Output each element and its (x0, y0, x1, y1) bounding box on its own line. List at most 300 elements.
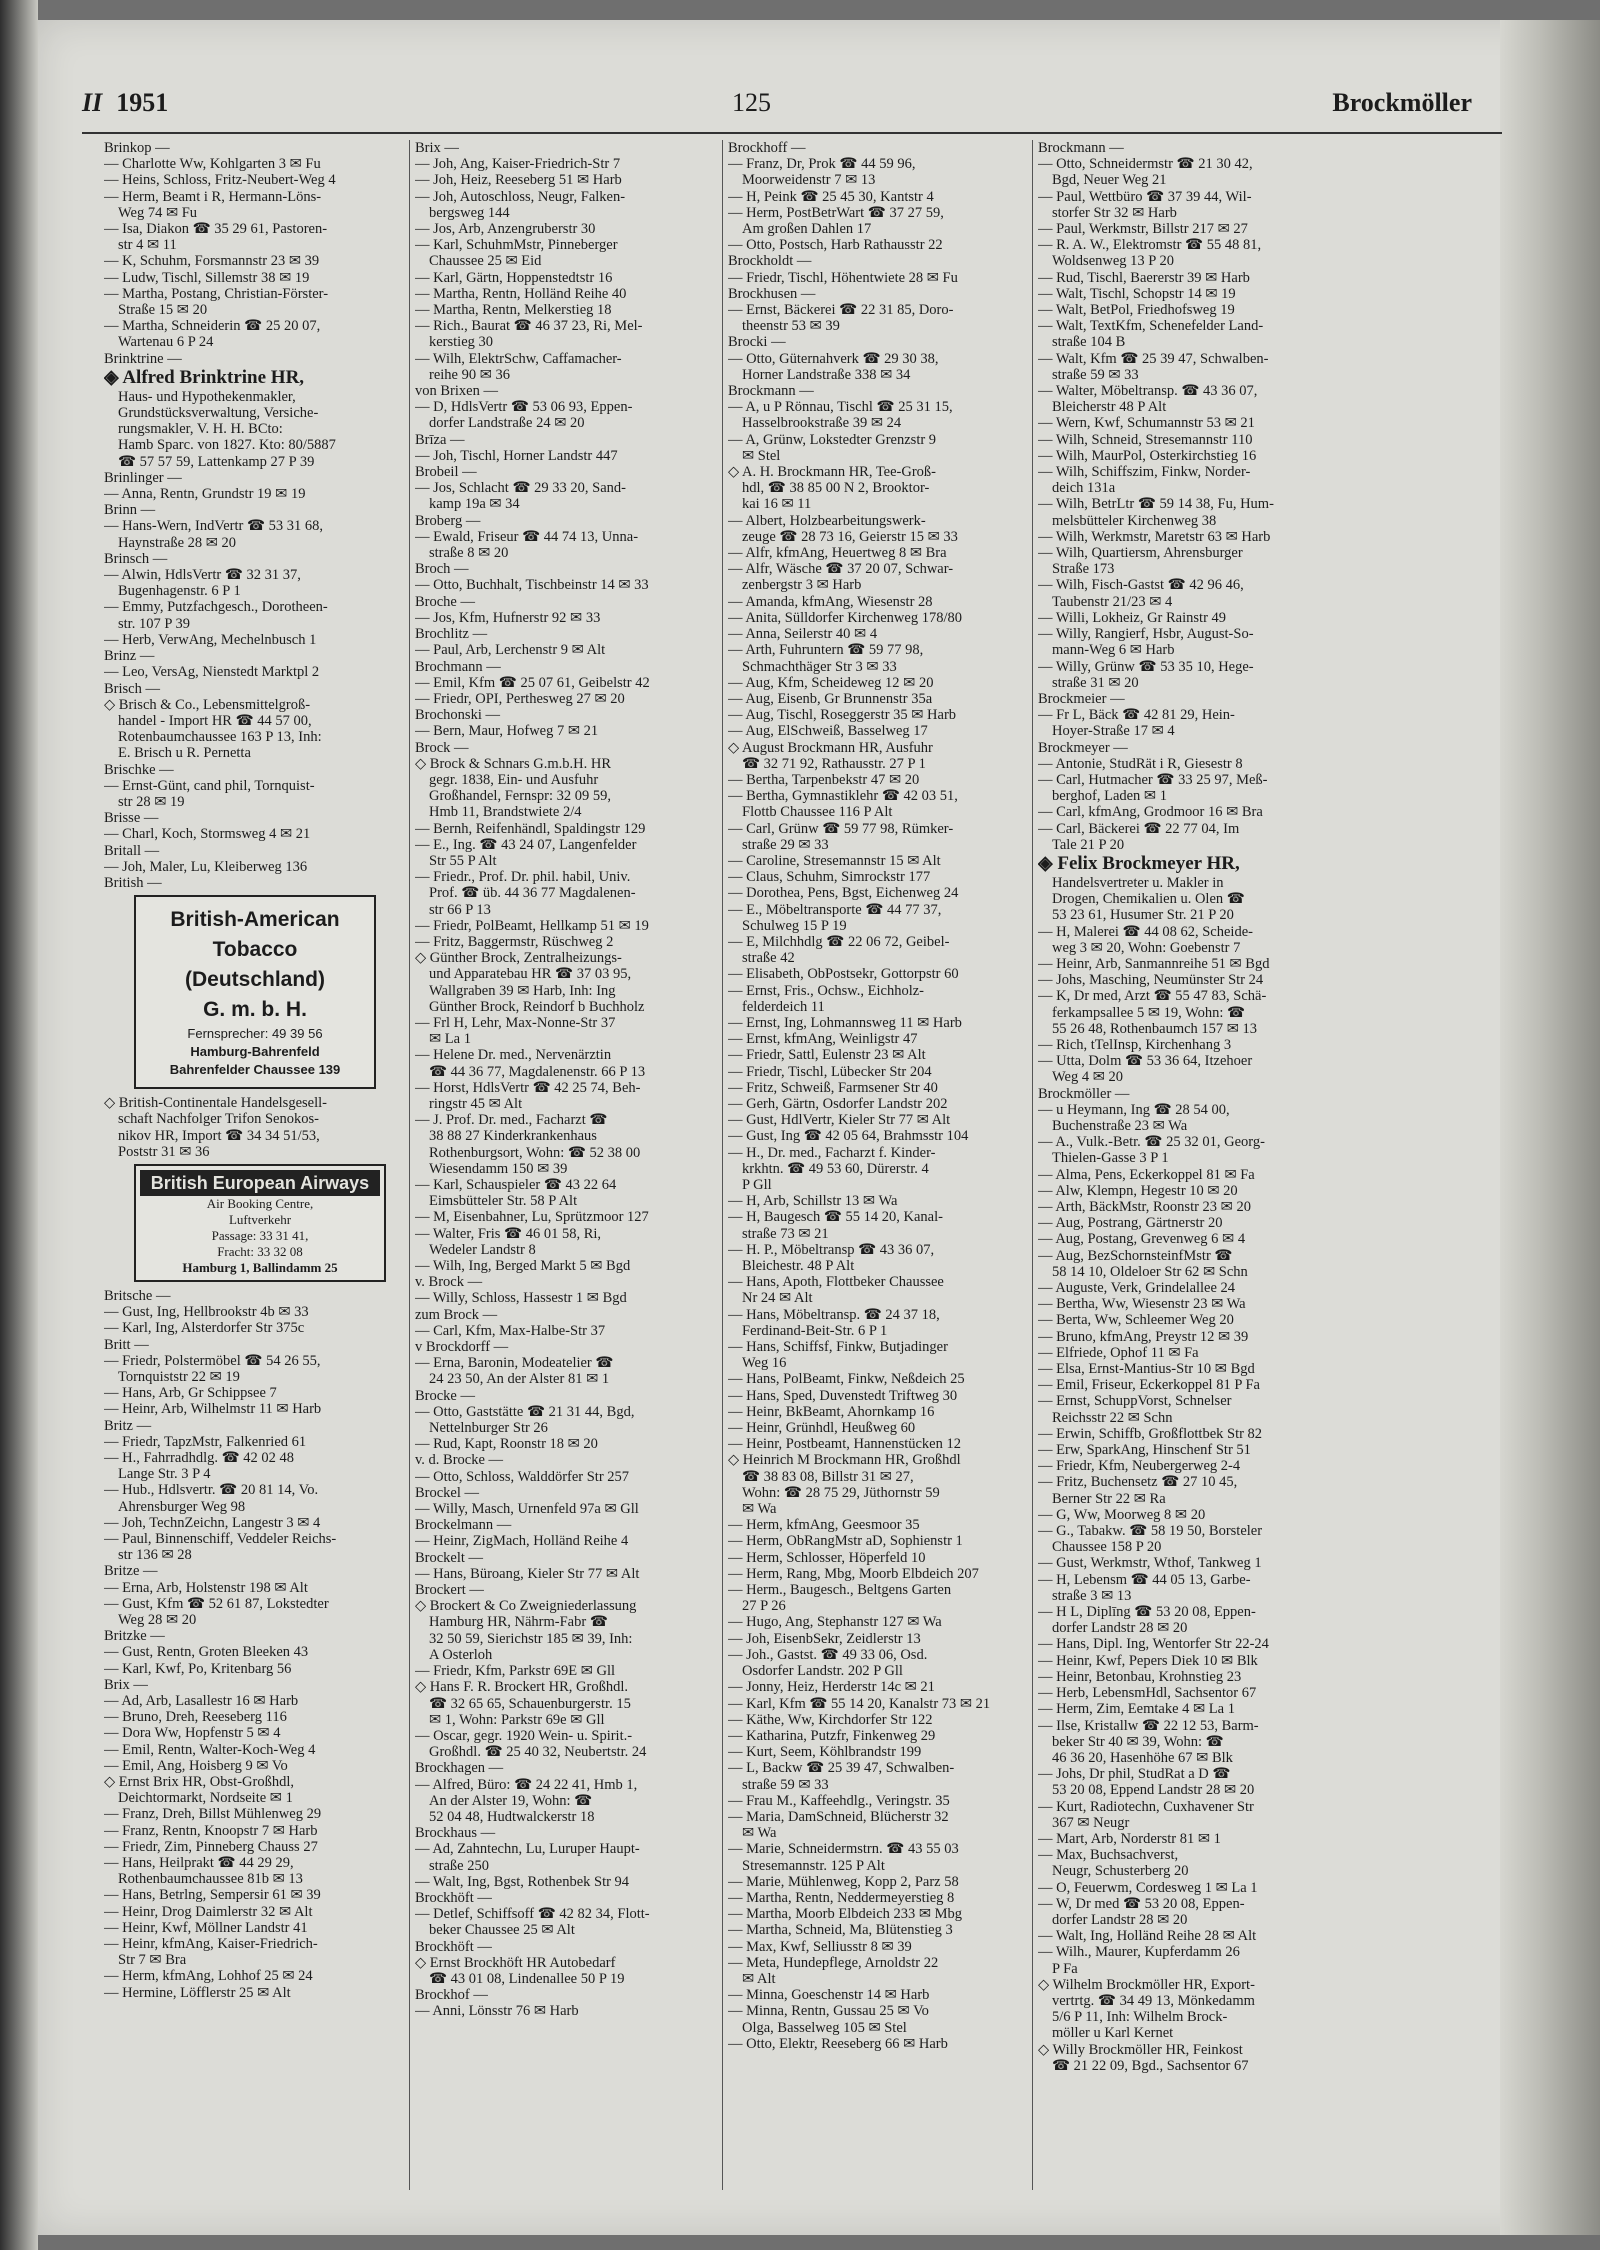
ad-line: Fracht: 33 32 08 (217, 1243, 303, 1259)
directory-entry: — Alfr, kfmAng, Heuertweg 8 ✉ Bra (728, 545, 947, 562)
directory-entry: Str 55 P Alt (429, 852, 497, 869)
surname-heading: Brisse — (104, 810, 159, 827)
directory-entry: Wallgraben 39 ✉ Harb, Inh: Ing (429, 982, 616, 999)
column-2 (415, 140, 715, 2020)
directory-entry: — Anna, Seilerstr 40 ✉ 4 (728, 626, 878, 643)
directory-entry: — Otto, Schloss, Walddörfer Str 257 (415, 1468, 630, 1485)
directory-entry: str 4 ✉ 11 (118, 237, 177, 254)
directory-entry: Hoyer-Straße 17 ✉ 4 (1052, 723, 1175, 740)
directory-entry: — Gust, Werkmstr, Wthof, Tankweg 1 (1038, 1555, 1262, 1572)
directory-entry: — H. P., Möbeltransp ☎ 43 36 07, (728, 1241, 935, 1258)
directory-entry: Str 7 ✉ Bra (118, 1952, 187, 1969)
directory-entry: 27 P 26 (742, 1598, 786, 1615)
directory-entry: — Heinr, Drog Daimlerstr 32 ✉ Alt (104, 1903, 313, 1920)
directory-entry: — Amanda, kfmAng, Wiesenstr 28 (728, 593, 933, 610)
directory-entry: — Aug, BezSchornsteinfMstr ☎ (1038, 1247, 1233, 1264)
directory-entry: ◇ Wilhelm Brockmöller HR, Export- (1038, 1976, 1255, 1993)
directory-entry: — Max, Kwf, Selliusstr 8 ✉ 39 (728, 1938, 912, 1955)
directory-entry: P Fa (1052, 1960, 1078, 1977)
directory-entry: — Hans, Dipl. Ing, Wentorfer Str 22-24 (1038, 1636, 1269, 1653)
directory-entry: — Hans, Betrlng, Sempersir 61 ✉ 39 (104, 1887, 321, 1904)
directory-entry: — Herm, kfmAng, Geesmoor 35 (728, 1517, 920, 1534)
directory-entry: — Auguste, Verk, Grindelallee 24 (1038, 1280, 1236, 1297)
directory-entry: 58 14 10, Oldeloer Str 62 ✉ Schn (1052, 1263, 1248, 1280)
directory-entry: — Willy, Rangierf, Hsbr, August-So- (1038, 626, 1254, 643)
directory-entry: Schmachthäger Str 3 ✉ 33 (742, 658, 897, 675)
directory-entry: — Charlotte Ww, Kohlgarten 3 ✉ Fu (104, 156, 321, 173)
directory-entry: — Hans-Wern, IndVertr ☎ 53 31 68, (104, 518, 324, 535)
directory-entry: Nr 24 ✉ Alt (742, 1290, 813, 1307)
directory-entry: — Hans, Arb, Gr Schippsee 7 (104, 1385, 277, 1402)
directory-entry: Rothenbaumchaussee 81b ✉ 13 (118, 1871, 303, 1888)
directory-entry: beker Str 40 ✉ 39, Wohn: ☎ (1052, 1733, 1224, 1750)
directory-entry: ◇ Brockert & Co Zweigniederlassung (415, 1598, 637, 1615)
directory-entry: — Dorothea, Pens, Bgst, Eichenweg 24 (728, 885, 959, 902)
directory-entry: — E., Ing. ☎ 43 24 07, Langenfelder (415, 836, 637, 853)
directory-entry: — Herm, PostBetrWart ☎ 37 27 59, (728, 204, 944, 221)
directory-entry: An der Alster 19, Wohn: ☎ (429, 1792, 593, 1809)
surname-heading: Brockhoff — (728, 140, 806, 156)
directory-entry: — M, Eisenbahner, Lu, Sprützmoor 127 (415, 1209, 649, 1226)
directory-entry: Günther Brock, Reindorf b Buchholz (429, 998, 645, 1015)
directory-entry: 24 23 50, An der Alster 81 ✉ 1 (429, 1371, 610, 1388)
directory-entry: — Berta, Ww, Schleemer Weg 20 (1038, 1312, 1234, 1329)
directory-entry: straße 104 B (1052, 334, 1126, 351)
directory-entry: — Karl, Gärtn, Hoppenstedtstr 16 (415, 269, 613, 286)
column-divider (1032, 140, 1033, 2190)
directory-entry: — Herm, Schlosser, Höperfeld 10 (728, 1549, 926, 1566)
directory-entry: — Karl, Schauspieler ☎ 43 22 64 (415, 1177, 617, 1193)
surname-heading: Brockholdt — (728, 253, 812, 270)
directory-entry: — Aug, Postrang, Gärtnerstr 20 (1038, 1215, 1223, 1232)
directory-entry: — Wilh, Quartiersm, Ahrensburger (1038, 545, 1243, 562)
directory-entry: Tornquiststr 22 ✉ 19 (118, 1368, 240, 1385)
directory-entry: Flottb Chaussee 116 P Alt (742, 804, 893, 821)
directory-entry: — Paul, Wettbüro ☎ 37 39 44, Wil- (1038, 188, 1252, 205)
directory-entry: — Wilh, ElektrSchw, Caffamacher- (415, 350, 622, 367)
surname-heading: Brix — (104, 1676, 148, 1693)
directory-entry: — Fritz, Buchensetz ☎ 27 10 45, (1038, 1474, 1238, 1491)
ad-british-european-airways (134, 1164, 386, 1282)
book-spine (0, 0, 38, 2250)
directory-entry: — Ad, Zahntechn, Lu, Luruper Haupt- (415, 1841, 640, 1858)
directory-entry: — Carl, kfmAng, Grodmoor 16 ✉ Bra (1038, 804, 1263, 821)
column-1-entries-b (104, 1095, 404, 1160)
directory-entry: vertrtg. ☎ 34 49 13, Mönkedamm (1052, 1992, 1255, 2009)
directory-entry: — Albert, Holzbearbeitungswerk- (728, 512, 926, 529)
directory-entry: — Wilh, Schneid, Stresemannstr 110 (1038, 431, 1253, 448)
directory-entry: — Bruno, Dreh, Reeseberg 116 (104, 1709, 287, 1726)
directory-entry: — Dora Ww, Hopfenstr 5 ✉ 4 (104, 1725, 281, 1742)
surname-heading: Brockmann — (728, 383, 814, 400)
directory-entry: deich 131a (1052, 480, 1116, 497)
directory-entry: — Ernst, Ing, Lohmannsweg 11 ✉ Harb (728, 1014, 962, 1031)
surname-heading: Britz — (104, 1417, 152, 1434)
ad-line: Luftverkehr (228, 1211, 292, 1227)
surname-heading: British — (104, 874, 162, 891)
directory-entry: kerstieg 30 (429, 334, 494, 351)
directory-entry: Thielen-Gasse 3 P 1 (1052, 1150, 1169, 1167)
directory-entry: — Martha, Moorb Elbdeich 233 ✉ Mbg (728, 1906, 963, 1923)
surname-heading: Brobeil — (415, 464, 477, 481)
directory-entry: ☎ 44 36 77, Magdalenenstr. 66 P 13 (429, 1063, 646, 1080)
directory-entry: — Martha, Rentn, Neddermeyerstieg 8 (728, 1889, 955, 1906)
directory-entry: ◇ Hans F. R. Brockert HR, Großhdl. (415, 1679, 628, 1696)
directory-entry: Am großen Dahlen 17 (742, 221, 872, 238)
page-number: 125 (732, 88, 771, 117)
surname-heading: Broch — (415, 561, 469, 578)
column-4 (1038, 140, 1338, 2074)
directory-entry: — Wern, Kwf, Schumannstr 53 ✉ 21 (1038, 415, 1255, 432)
directory-entry: Buchenstraße 23 ✉ Wa (1052, 1117, 1188, 1134)
directory-entry: — Walt, Tischl, Schopstr 14 ✉ 19 (1038, 285, 1236, 302)
directory-entry: — Carl, Bäckerei ☎ 22 77 04, Im (1038, 820, 1240, 837)
directory-entry: — Elisabeth, ObPostsekr, Gottorpstr 60 (728, 966, 959, 983)
directory-entry: — H, Baugesch ☎ 55 14 20, Kanal- (728, 1209, 943, 1226)
directory-entry: — Walt, Kfm ☎ 25 39 47, Schwalben- (1038, 350, 1269, 367)
directory-entry: — Willi, Lokheiz, Gr Rainstr 49 (1038, 609, 1227, 626)
directory-entry: — Charl, Koch, Stormsweg 4 ✉ 21 (104, 826, 311, 843)
directory-entry: Neugr, Schusterberg 20 (1052, 1863, 1189, 1880)
directory-entry: Wedeler Landstr 8 (429, 1241, 536, 1258)
directory-entry: — Heins, Schloss, Fritz-Neubert-Weg 4 (104, 172, 336, 189)
directory-entry: — K, Dr med, Arzt ☎ 55 47 83, Schä- (1038, 988, 1267, 1005)
directory-entry: — Hans, Apoth, Flottbeker Chaussee (728, 1274, 944, 1291)
directory-entry: — Otto, Postsch, Harb Rathausstr 22 (728, 237, 943, 254)
directory-entry: — Karl, Ing, Alsterdorfer Str 375c (104, 1320, 305, 1337)
directory-entry: — Herb, LebensmHdl, Sachsentor 67 (1038, 1685, 1257, 1702)
directory-entry: — Bern, Maur, Hofweg 7 ✉ 21 (415, 723, 599, 740)
surname-heading: Brockmeyer — (1038, 739, 1128, 756)
directory-entry: ringstr 45 ✉ Alt (429, 1095, 523, 1112)
directory-entry: straße 31 ✉ 20 (1052, 674, 1139, 691)
directory-entry: — Gust, Rentn, Groten Bleeken 43 (104, 1644, 309, 1661)
directory-entry: — Friedr, Sattl, Eulenstr 23 ✉ Alt (728, 1047, 926, 1064)
directory-entry: — Aug, ElSchweiß, Basselweg 17 (728, 723, 928, 740)
directory-entry: — Heinr, Arb, Wilhelmstr 11 ✉ Harb (104, 1401, 322, 1418)
directory-entry: Weg 4 ✉ 20 (1052, 1069, 1123, 1086)
directory-entry: — Erna, Baronin, Modeatelier ☎ (415, 1355, 614, 1372)
ad-line: Air Booking Centre, (206, 1195, 314, 1211)
directory-entry: 5/6 P 11, Inh: Wilhelm Brock- (1052, 2009, 1228, 2026)
surname-heading: Brockmöller — (1038, 1085, 1130, 1102)
directory-entry: Bleicherstr 48 P Alt (1052, 399, 1167, 416)
surname-heading: Brockelmann — (415, 1517, 512, 1534)
directory-entry: krkhtn. ☎ 49 53 60, Dürerstr. 4 (742, 1160, 929, 1177)
ad-line: Tobacco (Deutschland) (184, 938, 325, 992)
directory-entry: Drogen, Chemikalien u. Olen ☎ (1052, 891, 1245, 908)
directory-entry: Taubenstr 21/23 ✉ 4 (1052, 593, 1173, 610)
directory-entry: Ferdinand-Beit-Str. 6 P 1 (742, 1322, 888, 1339)
directory-entry: — Antonie, StudRät i R, Giesestr 8 (1038, 755, 1243, 772)
directory-entry: — Marie, Mühlenweg, Kopp 2, Parz 58 (728, 1873, 959, 1890)
directory-entry: — Martha, Rentn, Holländ Reihe 40 (415, 285, 627, 302)
directory-entry: — Heinr, Grünhdl, Heußweg 60 (728, 1420, 916, 1437)
surname-heading: Brockhof — (415, 1987, 488, 2004)
directory-entry: — Hans, PolBeamt, Finkw, Neßdeich 25 (728, 1371, 965, 1388)
directory-entry: — Friedr, Zim, Pinneberg Chauss 27 (104, 1838, 318, 1855)
directory-entry: — Anni, Lönsstr 76 ✉ Harb (415, 2003, 579, 2020)
directory-entry: — Karl, Kwf, Po, Kritenbarg 56 (104, 1660, 292, 1677)
ad-city: Hamburg-Bahrenfeld (190, 1044, 320, 1060)
surname-heading: Brinktrine — (104, 350, 182, 367)
directory-entry: — H., Fahrradhdlg. ☎ 42 02 48 (104, 1449, 295, 1466)
directory-entry: straße 73 ✉ 21 (742, 1225, 829, 1242)
surname-heading: Brīza — (415, 431, 465, 448)
directory-entry: — Arth, Fuhruntern ☎ 59 77 98, (728, 642, 924, 659)
directory-entry: — Heinr, Kwf, Pepers Diek 10 ✉ Blk (1038, 1652, 1258, 1669)
directory-entry: — Otto, Elektr, Reeseberg 66 ✉ Harb (728, 2035, 948, 2052)
directory-entry: Deichtormarkt, Nordseite ✉ 1 (118, 1790, 293, 1807)
directory-entry: — Walt, Ing, Bgst, Rothenbek Str 94 (415, 1873, 630, 1890)
directory-entry: — Frau M., Kaffeehdlg., Veringstr. 35 (728, 1792, 950, 1809)
directory-entry: — E, Milchhdlg ☎ 22 06 72, Geibel- (728, 933, 950, 950)
directory-entry: straße 3 ✉ 13 (1052, 1587, 1132, 1604)
directory-entry: — Herm., Baugesch., Beltgens Garten (728, 1582, 952, 1599)
directory-entry: möller u Karl Kernet (1052, 2025, 1174, 2042)
directory-entry: — Bernh, Reifenhändl, Spaldingstr 129 (415, 820, 646, 837)
directory-entry: Chaussee 25 ✉ Eid (429, 253, 542, 270)
directory-entry: — Joh, Heiz, Reeseberg 51 ✉ Harb (415, 172, 622, 189)
directory-entry: — Walt, Ing, Holländ Reihe 28 ✉ Alt (1038, 1928, 1257, 1945)
column-1 (104, 140, 404, 2001)
directory-entry: — Hugo, Ang, Stephanstr 127 ✉ Wa (728, 1614, 942, 1631)
surname-heading: Britall — (104, 842, 160, 859)
directory-entry: Moorweidenstr 7 ✉ 13 (742, 172, 876, 189)
directory-entry: beker Chaussee 25 ✉ Alt (429, 1922, 575, 1939)
directory-entry: Hamb Sparc. von 1827. Kto: 80/5887 (118, 437, 336, 454)
directory-entry: — Alma, Pens, Eckerkoppel 81 ✉ Fa (1038, 1166, 1255, 1183)
directory-entry: ◇ Willy Brockmöller HR, Feinkost (1038, 2041, 1243, 2058)
directory-entry: — Joh., Gastst. ☎ 49 33 06, Osd. (728, 1646, 928, 1663)
directory-entry: — Otto, Gaststätte ☎ 21 31 44, Bgd, (415, 1403, 635, 1420)
directory-entry: nikov HR, Import ☎ 34 34 51/53, (118, 1127, 320, 1144)
surname-heading: Brinkop — (104, 140, 170, 156)
directory-entry: — Marie, Schneidermstrn. ☎ 43 55 03 (728, 1841, 959, 1858)
directory-entry: ☎ 32 71 92, Rathausstr. 27 P 1 (742, 755, 926, 772)
directory-entry: — Minna, Rentn, Gussau 25 ✉ Vo (728, 2003, 929, 2020)
directory-entry: ◇ August Brockmann HR, Ausfuhr (728, 739, 933, 756)
directory-entry: — Katharina, Putzfr, Finkenweg 29 (728, 1727, 936, 1744)
directory-entry: — O, Feuerwm, Cordesweg 1 ✉ La 1 (1038, 1879, 1258, 1896)
surname-heading: Brock — (415, 739, 469, 756)
directory-entry: Handelsvertreter u. Makler in (1052, 874, 1224, 891)
directory-entry: — W, Dr med ☎ 53 20 08, Eppen- (1038, 1895, 1245, 1912)
directory-entry: — Aug, Tischl, Roseggerstr 35 ✉ Harb (728, 707, 957, 724)
surname-heading: Brocki — (728, 334, 786, 351)
directory-entry: Hasselbrookstraße 39 ✉ 24 (742, 415, 902, 432)
directory-entry: — Joh, Maler, Lu, Kleiberweg 136 (104, 858, 308, 875)
ad-phone: Fernsprecher: 49 39 56 (187, 1026, 323, 1042)
surname-heading: v. Brock — (415, 1274, 483, 1291)
directory-entry: Weg 16 (742, 1355, 787, 1372)
directory-entry: — Heinr, ZigMach, Holländ Reihe 4 (415, 1533, 629, 1550)
directory-entry: — D, HdlsVertr ☎ 53 06 93, Eppen- (415, 399, 633, 416)
directory-entry: — Fritz, Baggermstr, Rüschweg 2 (415, 933, 614, 950)
surname-heading: Brockert — (415, 1582, 484, 1599)
directory-entry: — Hermine, Löfflerstr 25 ✉ Alt (104, 1984, 291, 2001)
surname-heading: Brockmeier — (1038, 690, 1125, 707)
directory-entry: — Ernst, kfmAng, Weinligstr 47 (728, 1031, 918, 1048)
directory-entry: — Claus, Schuhm, Simrockstr 177 (728, 869, 931, 886)
ad-british-american-tobacco (134, 895, 376, 1089)
directory-entry: str 66 P 13 (429, 901, 491, 918)
directory-entry: — H, Malerei ☎ 44 08 62, Scheide- (1038, 923, 1253, 940)
surname-heading: Brinlinger — (104, 469, 182, 486)
directory-entry: — Carl, Hutmacher ☎ 33 25 97, Meß- (1038, 771, 1268, 788)
directory-entry: ✉ Wa (742, 1825, 777, 1842)
directory-entry: hdl, ☎ 38 85 00 N 2, Brooktor- (742, 480, 930, 497)
directory-entry: — Anita, Sülldorfer Kirchenweg 178/80 (728, 609, 962, 626)
directory-entry: — Detlef, Schiffsoff ☎ 42 82 34, Flott- (415, 1906, 650, 1923)
directory-entry: Bugenhagenstr. 6 P 1 (118, 583, 241, 600)
directory-entry: Rotenbaumchaussee 163 P 13, Inh: (118, 729, 322, 746)
directory-entry: — Alfr, Wäsche ☎ 37 20 07, Schwar- (728, 561, 954, 578)
directory-entry: — E., Möbeltransporte ☎ 44 77 37, (728, 901, 942, 918)
surname-heading: Brinn — (104, 502, 156, 519)
directory-entry: — Ewald, Friseur ☎ 44 74 13, Unna- (415, 528, 639, 545)
directory-entry: — Rich., Baurat ☎ 46 37 23, Ri, Mel- (415, 318, 643, 335)
directory-entry: — Gust, Kfm ☎ 52 61 87, Lokstedter (104, 1595, 329, 1612)
directory-entry: — Bertha, Ww, Wiesenstr 23 ✉ Wa (1038, 1296, 1246, 1313)
directory-entry: — Caroline, Stresemannstr 15 ✉ Alt (728, 852, 941, 869)
directory-entry: — Herm, Rang, Mbg, Moorb Elbdeich 207 (728, 1565, 979, 1582)
directory-entry: — Herm, ObRangMstr aD, Sophienstr 1 (728, 1533, 963, 1550)
directory-entry: — J. Prof. Dr. med., Facharzt ☎ (415, 1112, 608, 1129)
directory-entry: ☎ 57 57 59, Lattenkamp 27 P 39 (118, 453, 315, 470)
directory-entry: Großhdl. ☎ 25 40 32, Neubertstr. 24 (429, 1744, 647, 1761)
surname-heading: Brockhagen — (415, 1760, 504, 1777)
directory-entry: — Leo, VersAg, Nienstedt Marktpl 2 (104, 664, 320, 681)
directory-entry: — Martha, Postang, Christian-Förster- (104, 285, 329, 302)
directory-entry: ☎ 38 83 08, Billstr 31 ✉ 27, (742, 1468, 914, 1485)
directory-entry: und Apparatebau HR ☎ 37 03 95, (429, 966, 632, 983)
directory-entry: dorfer Landstr 28 ✉ 20 (1052, 1620, 1188, 1637)
directory-entry: ☎ 21 22 09, Bgd., Sachsentor 67 (1052, 2057, 1249, 2074)
directory-entry: — Wilh, MaurPol, Osterkirchstieg 16 (1038, 447, 1257, 464)
directory-entry: — Friedr, Tischl, Lübecker Str 204 (728, 1063, 932, 1080)
surname-heading: Britzke — (104, 1628, 165, 1645)
directory-entry: — Erwin, Schiffb, Großflottbek Str 82 (1038, 1425, 1263, 1442)
directory-entry: — Mart, Arb, Norderstr 81 ✉ 1 (1038, 1830, 1221, 1847)
surname-heading: Brinz — (104, 648, 155, 665)
directory-entry: — Franz, Dr, Prok ☎ 44 59 96, (728, 156, 916, 173)
directory-entry: dorfer Landstraße 24 ✉ 20 (429, 415, 585, 432)
directory-entry: — Paul, Werkmstr, Billstr 217 ✉ 27 (1038, 221, 1248, 238)
directory-entry: — Friedr, OPI, Perthesweg 27 ✉ 20 (415, 690, 625, 707)
directory-entry: — Fr L, Bäck ☎ 42 81 29, Hein- (1038, 707, 1235, 724)
directory-entry: ferkampsallee 5 ✉ 19, Wohn: ☎ (1052, 1004, 1246, 1021)
directory-entry: — Hans, Heilprakt ☎ 44 29 29, (104, 1855, 294, 1872)
directory-entry: — Friedr, PolBeamt, Hellkamp 51 ✉ 19 (415, 917, 649, 934)
directory-entry: — Bertha, Tarpenbekstr 47 ✉ 20 (728, 771, 920, 788)
directory-entry: — Jonny, Heiz, Herderstr 14c ✉ 21 (728, 1679, 935, 1696)
directory-entry: — Kurt, Radiotechn, Cuxhavener Str (1038, 1798, 1254, 1815)
surname-heading: Brocke — (415, 1387, 475, 1404)
directory-entry: Weg 74 ✉ Fu (118, 204, 198, 221)
directory-entry: — Ludw, Tischl, Sillemstr 38 ✉ 19 (104, 269, 310, 286)
directory-entry: — Walt, TextKfm, Schenefelder Land- (1038, 318, 1264, 335)
directory-entry: Chaussee 158 P 20 (1052, 1539, 1162, 1556)
directory-entry: ◇ Heinrich M Brockmann HR, Großhdl (728, 1452, 961, 1469)
ad-line: G. m. b. H. (203, 998, 307, 1022)
directory-entry: — Elsa, Ernst-Mantius-Str 10 ✉ Bgd (1038, 1361, 1255, 1378)
directory-entry: — Minna, Goeschenstr 14 ✉ Harb (728, 1987, 930, 2004)
directory-entry: — Alwin, HdlsVertr ☎ 32 31 37, (104, 567, 301, 584)
directory-entry: Straße 173 (1052, 561, 1115, 578)
directory-entry: zeuge ☎ 28 73 16, Geierstr 15 ✉ 33 (742, 528, 958, 545)
directory-entry: — Wilh, Fisch-Gastst ☎ 42 96 46, (1038, 577, 1244, 594)
directory-entry: Prof. ☎ üb. 44 36 77 Magdalenen- (429, 885, 636, 902)
directory-entry: — Wilh, Schiffszim, Finkw, Norder- (1038, 464, 1251, 481)
surname-heading: Brockmann — (1038, 140, 1124, 156)
surname-heading: Brockhusen — (728, 285, 816, 302)
directory-entry: Ahrensburger Weg 98 (118, 1498, 246, 1515)
volume-year (82, 88, 168, 118)
directory-entry: — L, Backw ☎ 25 39 47, Schwalben- (728, 1760, 955, 1777)
surname-heading: v Brockdorff — (415, 1339, 509, 1356)
directory-entry: zenbergstr 3 ✉ Harb (742, 577, 862, 594)
directory-entry: — Martha, Schneiderin ☎ 25 20 07, (104, 318, 321, 335)
directory-entry: — Frl H, Lehr, Max-Nonne-Str 37 (415, 1014, 616, 1031)
directory-entry: — Joh, Ang, Kaiser-Friedrich-Str 7 (415, 156, 621, 173)
surname-heading: Brischke — (104, 761, 174, 778)
directory-entry: 53 23 61, Husumer Str. 21 P 20 (1052, 907, 1234, 924)
surname-heading: Britze — (104, 1563, 158, 1580)
directory-entry: — Heinr, BkBeamt, Ahornkamp 16 (728, 1403, 935, 1420)
ad-line: British-American (170, 908, 340, 932)
page-header (82, 88, 1502, 124)
directory-entry: Nettelnburger Str 26 (429, 1420, 548, 1437)
directory-entry: — Paul, Arb, Lerchenstr 9 ✉ Alt (415, 642, 606, 659)
directory-entry: — Oscar, gegr. 1920 Wein- u. Spirit.- (415, 1727, 633, 1744)
directory-entry: — Anna, Rentn, Grundstr 19 ✉ 19 (104, 486, 306, 503)
directory-entry: ◇ Günther Brock, Zentralheizungs- (415, 950, 622, 967)
directory-entry: Schulweg 15 P 19 (742, 917, 847, 934)
directory-entry: — Helene Dr. med., Nervenärztin (415, 1047, 612, 1064)
directory-entry: — Wilh, BetrLtr ☎ 59 14 38, Fu, Hum- (1038, 496, 1274, 513)
surname-heading: Brix — (415, 140, 459, 156)
directory-entry: Hamburg HR, Nährm-Fabr ☎ (429, 1614, 608, 1631)
directory-entry: — Joh, Tischl, Horner Landstr 447 (415, 447, 618, 464)
directory-entry: — Willy, Grünw ☎ 53 35 10, Hege- (1038, 658, 1254, 675)
directory-entry: Tale 21 P 20 (1052, 836, 1125, 853)
directory-entry: — Friedr, TapzMstr, Falkenried 61 (104, 1433, 307, 1450)
directory-entry: — A, Grünw, Lokstedter Grenzstr 9 (728, 431, 937, 448)
directory-entry: — Carl, Grünw ☎ 59 77 98, Rümker- (728, 820, 954, 837)
directory-entry: Bgd, Neuer Weg 21 (1052, 172, 1167, 189)
directory-entry: — Bruno, kfmAng, Preystr 12 ✉ 39 (1038, 1328, 1249, 1345)
surname-heading: Britsche — (104, 1287, 171, 1304)
directory-entry: ◇ Ernst Brix HR, Obst-Großhdl, (104, 1774, 294, 1791)
directory-entry: — Emil, Ang, Hoisberg 9 ✉ Vo (104, 1757, 288, 1774)
column-1-entries-a (104, 140, 404, 891)
directory-entry: — Maria, DamSchneid, Blücherstr 32 (728, 1808, 949, 1825)
directory-entry: — Fritz, Schweiß, Farmsener Str 40 (728, 1079, 938, 1096)
directory-entry: — Friedr, Polstermöbel ☎ 54 26 55, (104, 1352, 321, 1369)
directory-entry: — Heinr, Arb, Sanmannreihe 51 ✉ Bgd (1038, 955, 1270, 972)
directory-entry: — Horst, HdlsVertr ☎ 42 25 74, Beh- (415, 1079, 641, 1096)
directory-entry: — Joh, TechnZeichn, Langestr 3 ✉ 4 (104, 1514, 321, 1531)
directory-entry: — Karl, Kfm ☎ 55 14 20, Kanalstr 73 ✉ 21 (728, 1695, 991, 1712)
directory-entry: — Walt, BetPol, Friedhofsweg 19 (1038, 302, 1235, 319)
directory-entry: — Otto, Güternahverk ☎ 29 30 38, (728, 350, 939, 367)
directory-entry: Haus- und Hypothekenmakler, (118, 388, 296, 405)
directory-entry: — Ernst, Fris., Ochsw., Eichholz- (728, 982, 924, 999)
directory-entry: Großhandel, Fernspr: 32 09 59, (429, 788, 612, 805)
directory-entry: — R. A. W., Elektromstr ☎ 55 48 81, (1038, 237, 1262, 254)
surname-heading: v. d. Brocke — (415, 1452, 504, 1469)
